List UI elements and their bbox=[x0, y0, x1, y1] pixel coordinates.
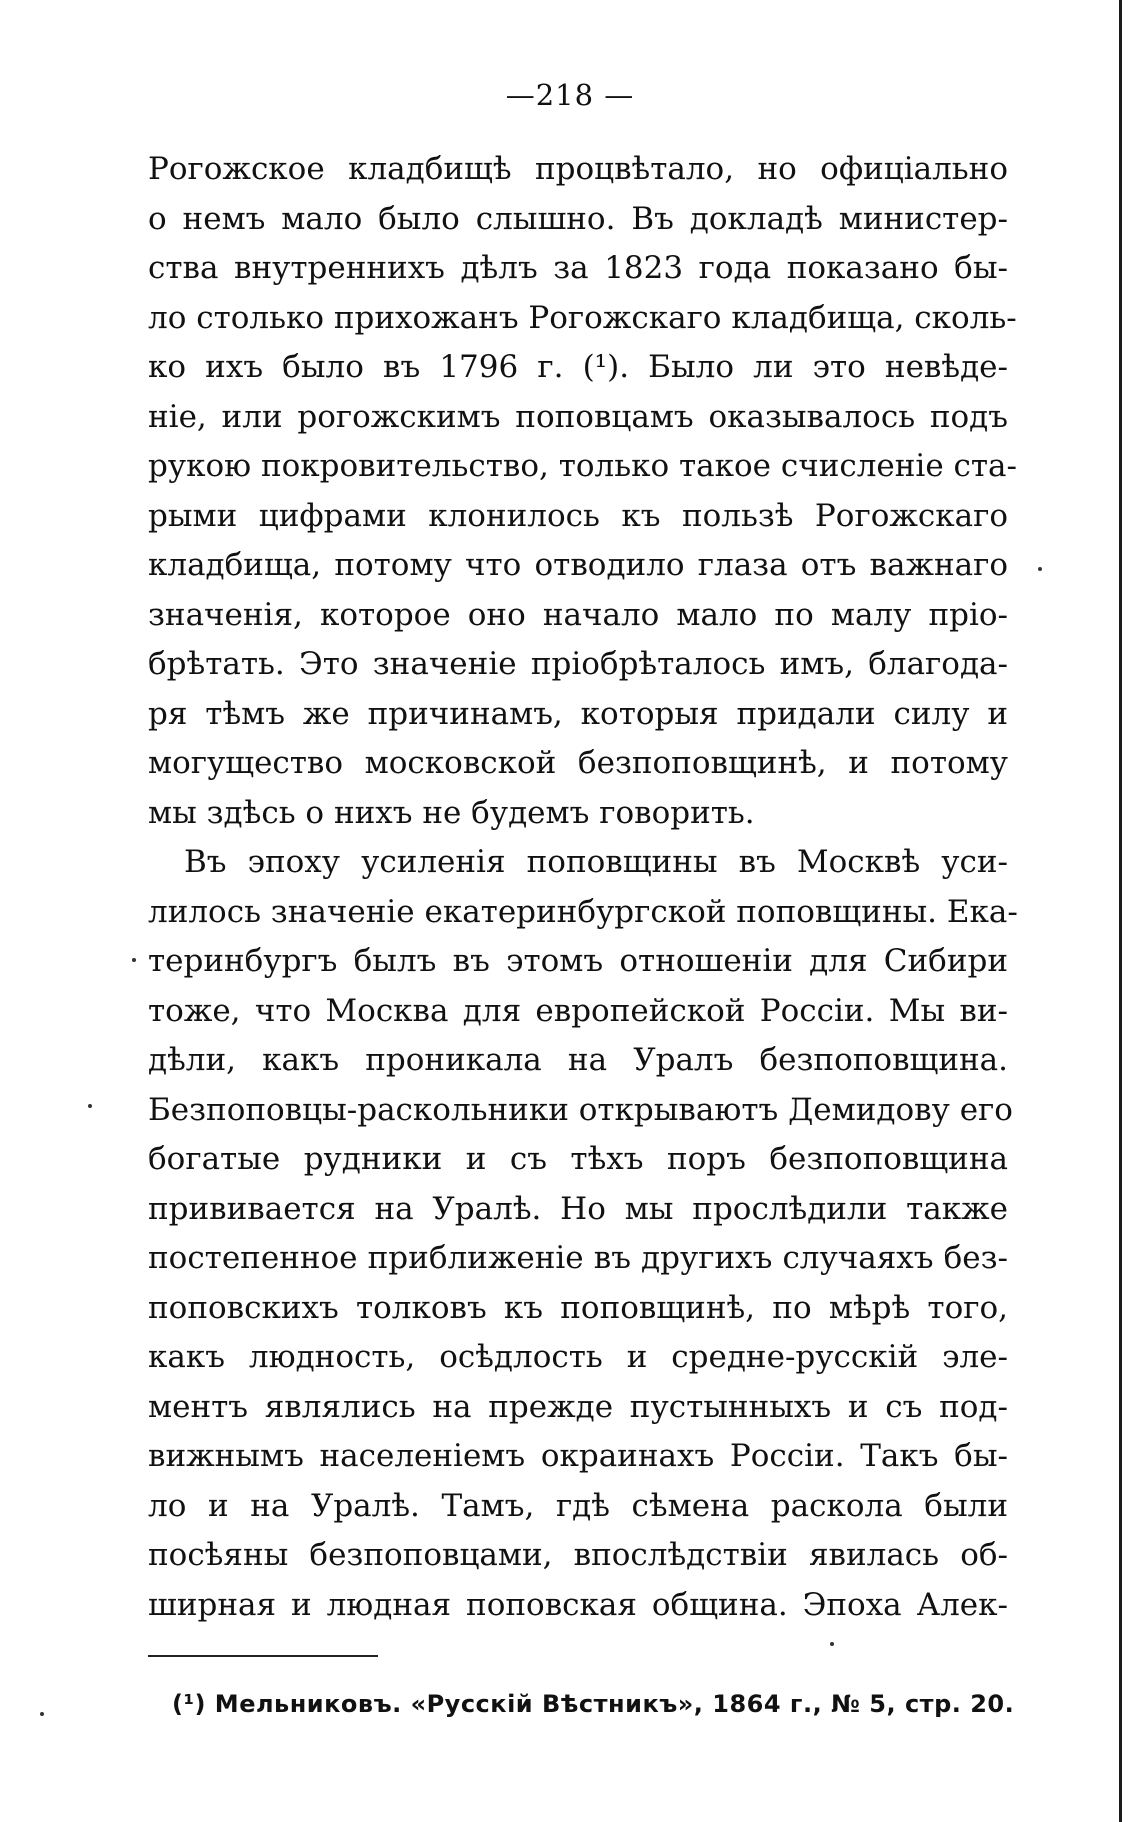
text-line: Въ эпоху усиленія поповщины въ Москвѣ уси- bbox=[184, 844, 1008, 880]
text-line: тоже, что Москва для европейской Россіи. Мы ви- bbox=[148, 992, 1008, 1029]
text-line: Рогожское кладбищѣ процвѣтало, но офиціально bbox=[148, 151, 1008, 187]
text-line: мы здѣсь о нихъ не будемъ говорить. bbox=[148, 794, 755, 831]
text-line: какъ людность, осѣдлость и средне-русскій эле- bbox=[148, 1339, 1008, 1375]
text-line: ства внутреннихъ дѣлъ за 1823 года показано бы- bbox=[148, 250, 1008, 286]
text-line: ря тѣмъ же причинамъ, которыя придали силу и bbox=[148, 695, 1008, 732]
page-edge-line bbox=[1119, 0, 1122, 1822]
footnote: (¹) Мельниковъ. «Русскій Вѣстникъ», 1864 г., № 5, стр. 20. bbox=[172, 1690, 1015, 1718]
scan-speck bbox=[1038, 567, 1042, 571]
text-line: прививается на Уралѣ. Но мы прослѣдили также bbox=[148, 1190, 1008, 1227]
text-line: ло столько прихожанъ Рогожскаго кладбища, сколь- bbox=[148, 299, 1017, 336]
page-number: —218 — bbox=[505, 78, 635, 112]
text-line: ментъ являлись на прежде пустынныхъ и съ под- bbox=[148, 1388, 1008, 1425]
footnote-divider bbox=[148, 1655, 378, 1657]
text-line: теринбургъ былъ въ этомъ отношеніи для Сибири bbox=[148, 943, 1008, 979]
text-line: Безпоповцы-раскольники открываютъ Демидову его bbox=[148, 1091, 1013, 1128]
text-line: дѣли, какъ проникала на Уралъ безпоповщина. bbox=[148, 1042, 1008, 1078]
text-line: ніе, или рогожскимъ поповцамъ оказывалось подъ bbox=[148, 398, 1008, 435]
text-line: значенія, которое оно начало мало по малу пріо- bbox=[148, 596, 1008, 633]
scan-speck bbox=[132, 958, 136, 962]
text-line: о немъ мало было слышно. Въ докладѣ министер- bbox=[148, 200, 1008, 237]
text-line: рыми цифрами клонилось къ пользѣ Рогожскаго bbox=[148, 497, 1008, 534]
text-line: вижнымъ населеніемъ окраинахъ Россіи. Такъ бы- bbox=[148, 1438, 1008, 1474]
text-line: кладбища, потому что отводило глаза отъ важнаго bbox=[148, 547, 1008, 583]
text-line: поповскихъ толковъ къ поповщинѣ, по мѣрѣ того, bbox=[148, 1289, 1008, 1326]
scan-speck bbox=[40, 1712, 44, 1716]
text-line: могущество московской безпоповщинѣ, и потому bbox=[148, 745, 1008, 781]
text-line: рукою покровительство, только такое счисленіе ста- bbox=[148, 448, 1017, 484]
scan-speck bbox=[88, 1104, 92, 1108]
text-line: лилось значеніе екатеринбургской поповщины. Ека- bbox=[148, 893, 1018, 930]
text-line: постепенное приближеніе въ другихъ случаяхъ без- bbox=[148, 1240, 1008, 1276]
text-line: посѣяны безпоповцами, впослѣдствіи явилась об- bbox=[148, 1537, 1008, 1573]
text-line: ширная и людная поповская община. Эпоха Алек- bbox=[148, 1586, 1008, 1623]
text-line: брѣтать. Это значеніе пріобрѣталось имъ, благода- bbox=[148, 646, 1008, 682]
scan-speck bbox=[830, 1642, 834, 1646]
text-line: ло и на Уралѣ. Тамъ, гдѣ сѣмена раскола были bbox=[148, 1487, 1008, 1524]
body-text bbox=[148, 145, 1018, 1630]
text-line: ко ихъ было въ 1796 г. (¹). Было ли это невѣде- bbox=[148, 349, 1008, 385]
text-line: богатые рудники и съ тѣхъ поръ безпоповщина bbox=[148, 1141, 1008, 1177]
